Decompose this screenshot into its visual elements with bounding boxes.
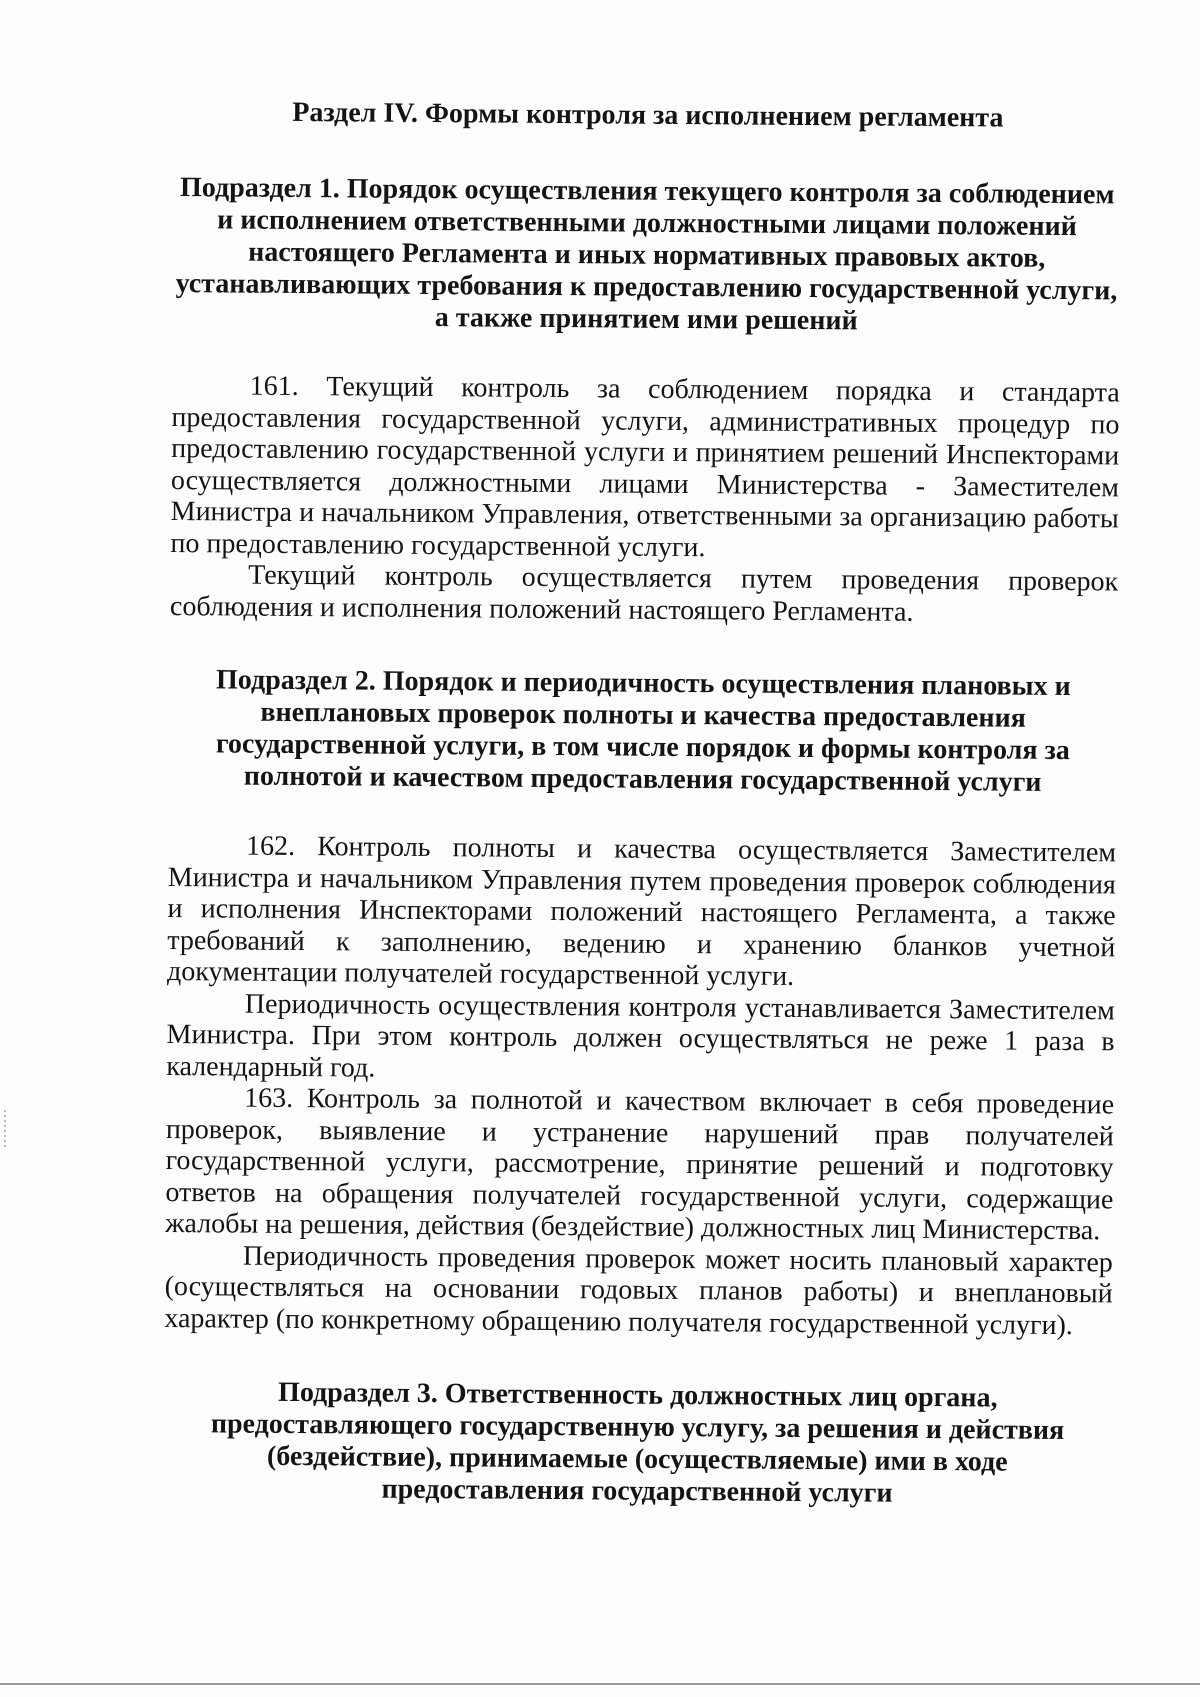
document-body (163, 96, 1122, 1549)
paragraph-161-continued: Текущий контроль осуществляется путем проведения проверок соблюдения и исполнения положений настоящего Регламента. (169, 559, 1119, 628)
section-title: Раздел IV. Формы контроля за исполнением регламента (292, 96, 1004, 134)
scan-margin-artifact (4, 1110, 6, 1150)
scan-bottom-line (0, 1683, 1200, 1685)
subsection-1-title: Подраздел 1. Порядок осуществления текущего контроля за соблюдением и исполнением ответственными должностными лицами положений настоящего Регламента и иных нормативных правовых актов, устанавливающих требования к предоставлению государственной услуги, а также принятием ими решений (175, 172, 1118, 337)
paragraph-162-periodicity: Периодичность осуществления контроля устанавливается Заместителем Министра. При этом контроль должен осуществляться не реже 1 раза в календарный год. (166, 988, 1115, 1084)
paragraph-163-periodicity: Периодичность проведения проверок может носить плановый характер (осуществляться на основании годовых планов работы) и внеплановый характер (по конкретному обращению получателя государственной услуги). (164, 1240, 1113, 1341)
subsection-2-title: Подраздел 2. Порядок и периодичность осуществления плановых и внеплановых проверок полноты и качества предоставления государственной услуги, в том числе порядок и формы контроля за полнотой и качеством предоставления государственной услуги (215, 664, 1071, 798)
paragraph-161: 161. Текущий контроль за соблюдением порядка и стандарта предоставления государственной услуги, административных процедур по предоставлению государственной услуги и принятием решений Инспекторами осуществляется должностными лицами Министерства - Заместителем Министра и начальником Управления, ответственными за организацию работы по предоставлению государственной услуги. (170, 370, 1120, 563)
subsection-3-title: Подраздел 3. Ответственность должностных лиц органа, предоставляющего государственную услугу, за решения и действия (бездействие), принимаемые (осуществляемые) ими в ходе предоставления государственной услуги (210, 1376, 1065, 1509)
paragraph-163: 163. Контроль за полнотой и качеством включает в себя проведение проверок, выявление и устранение нарушений прав получателей государственной услуги, рассмотрение, принятие решений и подготовку ответов на обращения получателей государственной услуги, содержащие жалобы на решения, действия (бездействие) должностных лиц Министерства. (165, 1082, 1115, 1247)
paragraph-162: 162. Контроль полноты и качества осуществляется Заместителем Министра и начальником Управления путем проведения проверок соблюдения и исполнения Инспекторами положений настоящего Регламента, а также требований к заполнению, ведению и хранению бланков учетной документации получателей государственной услуги. (167, 830, 1117, 992)
